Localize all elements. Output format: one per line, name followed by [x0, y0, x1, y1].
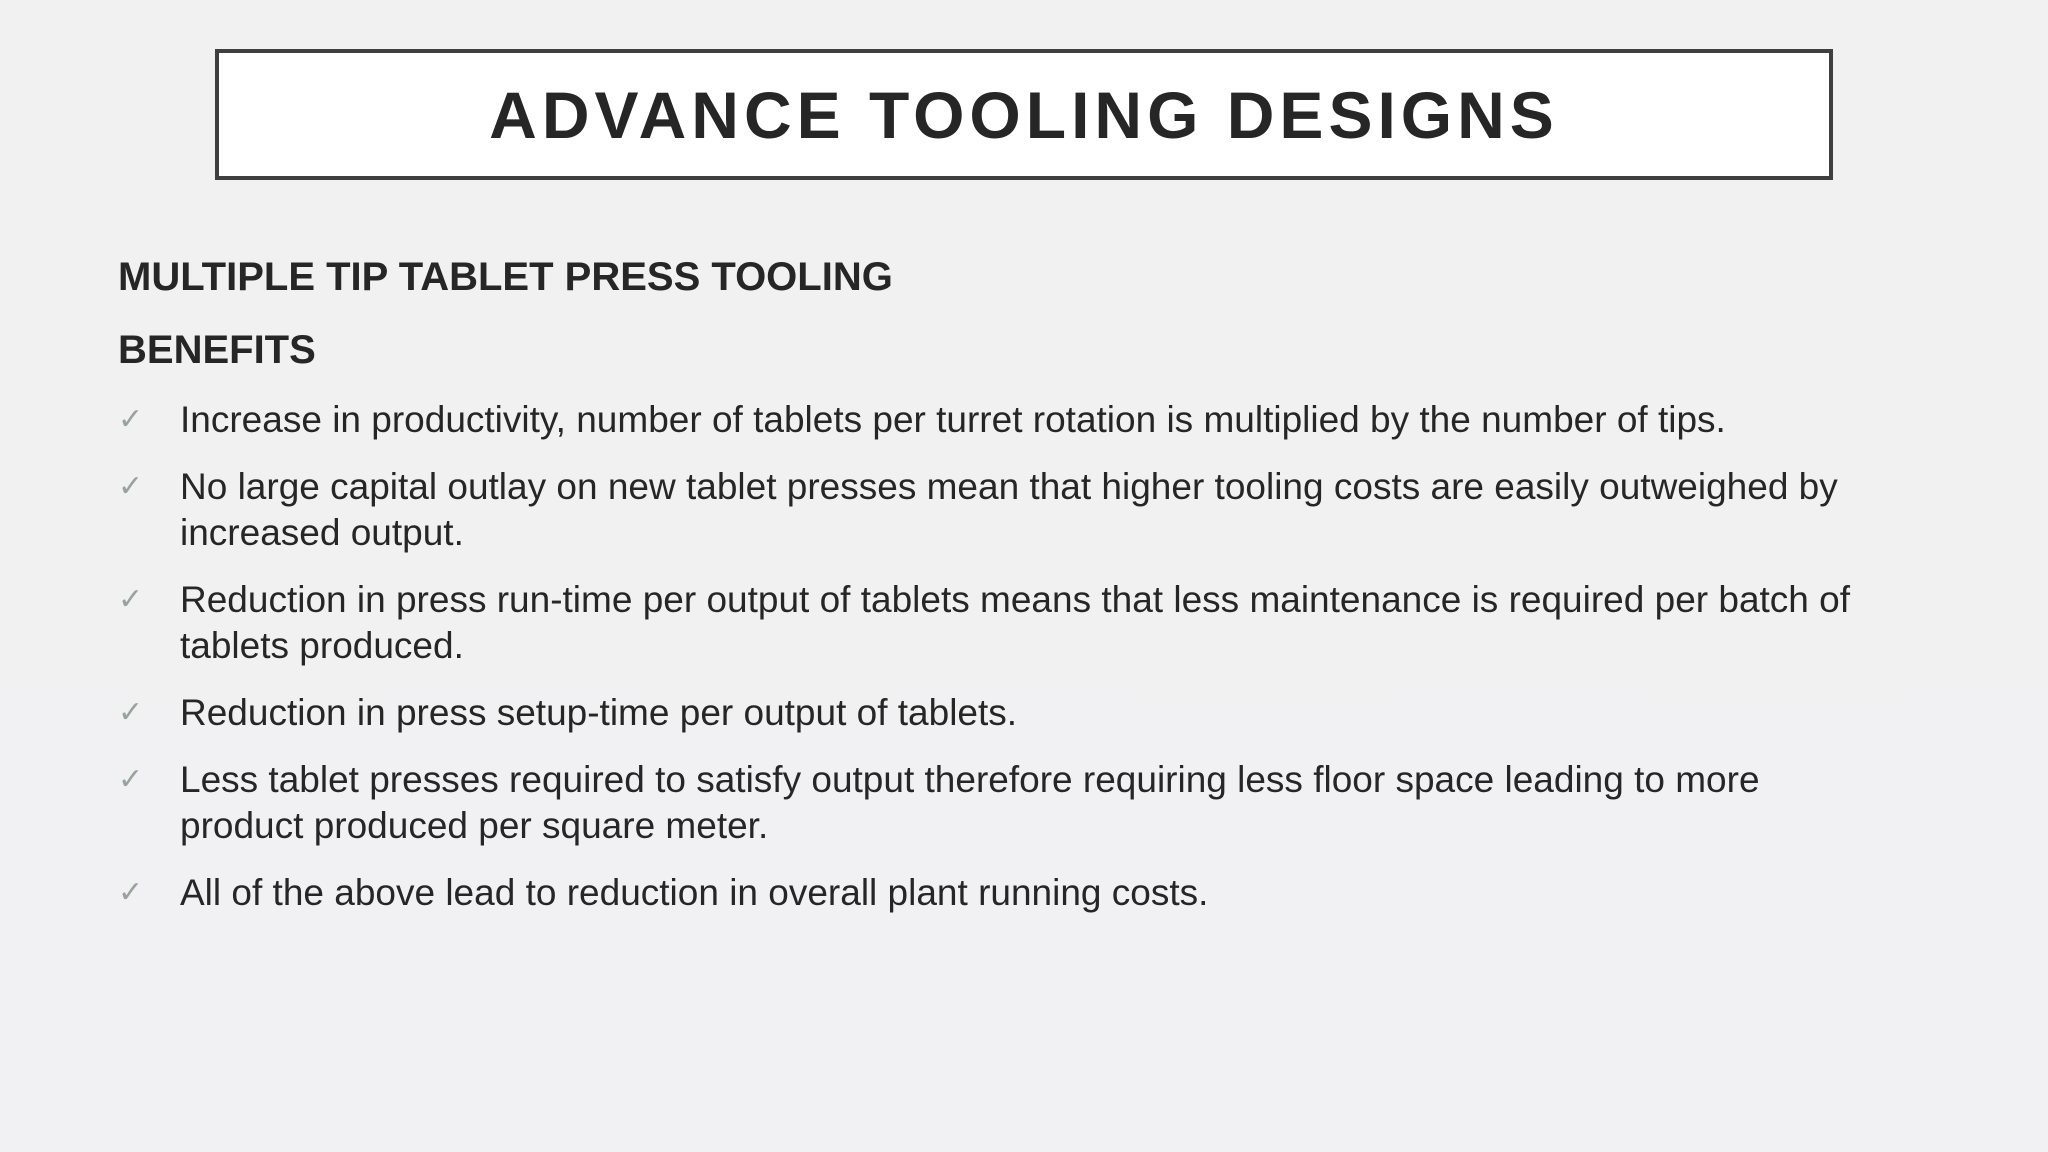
- benefit-text: No large capital outlay on new tablet presses mean that higher tooling costs are easily outweighed by increased output.: [180, 466, 1838, 553]
- checkmark-icon: ✓: [118, 469, 144, 504]
- checkmark-icon: ✓: [118, 875, 144, 910]
- list-item: [118, 464, 1878, 556]
- subheading: MULTIPLE TIP TABLET PRESS TOOLING: [118, 255, 893, 299]
- benefit-text: Reduction in press setup-time per output of tablets.: [180, 692, 1018, 733]
- checkmark-icon: ✓: [118, 582, 144, 617]
- benefit-text: All of the above lead to reduction in overall plant running costs.: [180, 872, 1209, 913]
- benefits-list: [118, 397, 1878, 937]
- slide-title: ADVANCE TOOLING DESIGNS: [489, 77, 1559, 152]
- checkmark-icon: ✓: [118, 695, 144, 730]
- title-box: [215, 49, 1833, 180]
- list-item: [118, 757, 1878, 849]
- list-item: [118, 690, 1878, 736]
- checkmark-icon: ✓: [118, 762, 144, 797]
- list-item: [118, 397, 1878, 443]
- benefit-text: Less tablet presses required to satisfy output therefore requiring less floor space leading to more product produced per square meter.: [180, 759, 1760, 846]
- list-item: [118, 577, 1878, 669]
- section-label: BENEFITS: [118, 328, 316, 372]
- checkmark-icon: ✓: [118, 402, 144, 437]
- benefit-text: Reduction in press run-time per output of tablets means that less maintenance is required per batch of tablets produced.: [180, 579, 1851, 666]
- list-item: [118, 870, 1878, 916]
- benefit-text: Increase in productivity, number of tablets per turret rotation is multiplied by the number of tips.: [180, 399, 1726, 440]
